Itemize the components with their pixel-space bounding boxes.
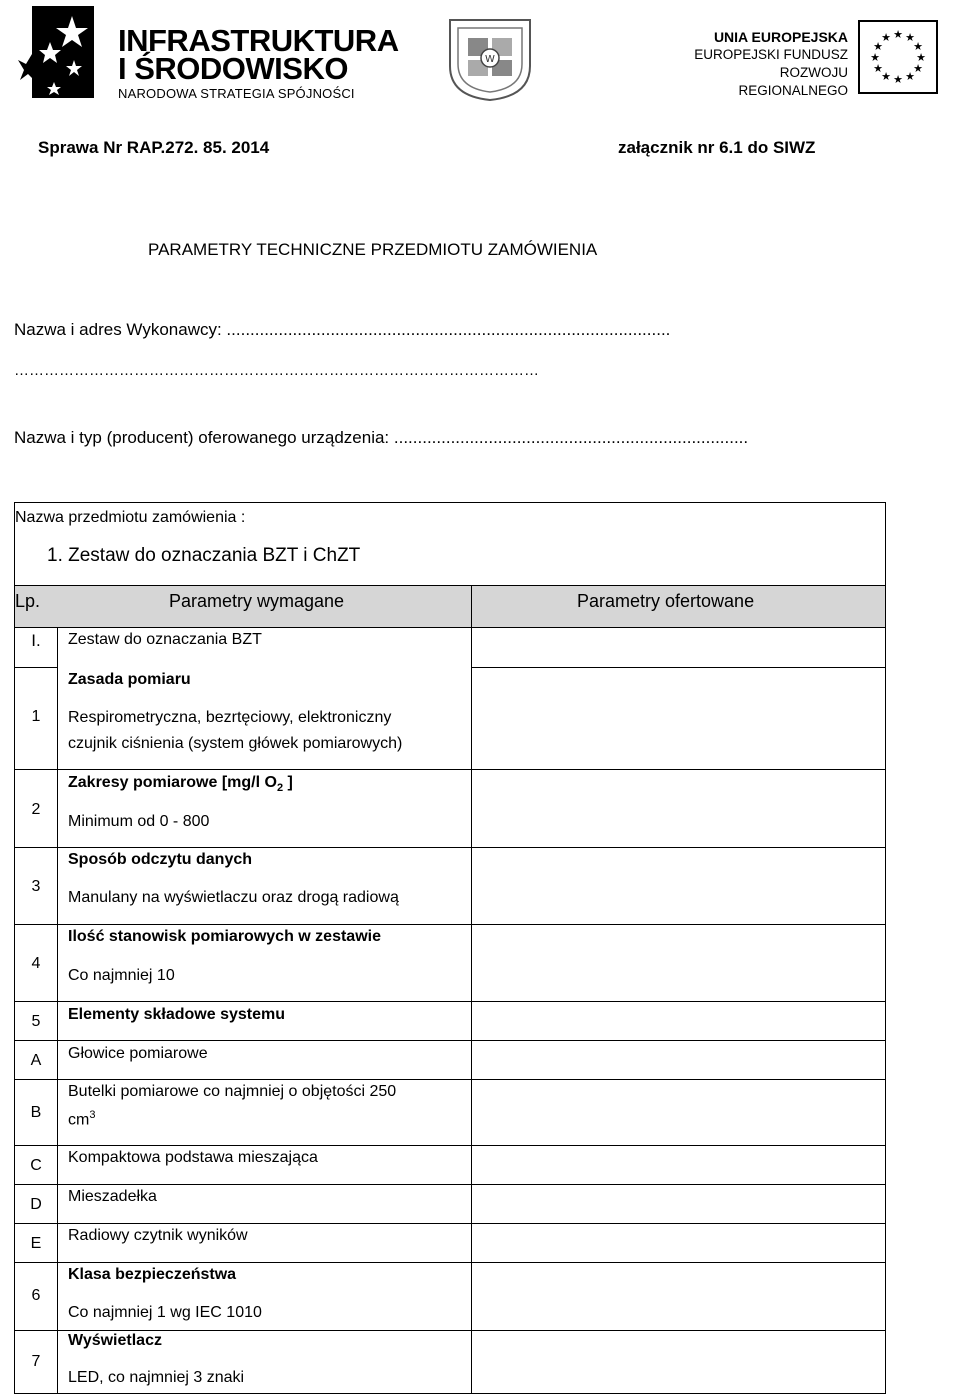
row-title: Elementy składowe systemu [68, 1006, 285, 1023]
eu-line2: EUROPEJSKI FUNDUSZ [694, 47, 848, 62]
table-header-bg [15, 585, 885, 627]
eu-flag-icon [858, 20, 938, 94]
contractor-label: Nazwa i adres Wykonawcy: [14, 320, 227, 339]
svg-text:★: ★ [881, 70, 891, 83]
section-title: Zestaw do oznaczania BZT [68, 631, 262, 648]
row-value-superscript: 3 [89, 1109, 96, 1121]
col-offered-header: Parametry ofertowane [577, 591, 755, 611]
row-value: Minimum od 0 - 800 [68, 813, 210, 830]
row-title: Ilość stanowisk pomiarowych w zestawie [68, 928, 381, 945]
eu-line3: ROZWOJU REGIONALNEGO [738, 65, 848, 98]
row-title-end: ] [283, 774, 293, 791]
row-title: Sposób odczytu danych [68, 851, 253, 868]
row-title: Klasa bezpieczeństwa [68, 1266, 237, 1283]
row-lp: 2 [31, 801, 41, 818]
svg-text:★: ★ [913, 40, 923, 53]
case-number: Sprawa Nr RAP.272. 85. 2014 [38, 138, 270, 157]
row-value: LED, co najmniej 3 znaki [68, 1369, 245, 1386]
row-lp: 1 [31, 708, 41, 725]
contractor-dots: .............................................................................................. [226, 320, 671, 339]
row-lp: 7 [31, 1353, 41, 1370]
row-title: Wyświetlacz [68, 1332, 162, 1349]
eu-line1: UNIA EUROPEJSKA [713, 29, 848, 45]
device-label: Nazwa i typ (producent) oferowanego urządzenia: [14, 428, 394, 447]
row-value: Co najmniej 1 wg IEC 1010 [68, 1304, 262, 1321]
subject-label: Nazwa przedmiotu zamówienia : [15, 509, 246, 526]
stars-emblem-icon [14, 2, 114, 102]
row-lp: D [30, 1196, 42, 1213]
page-title: PARAMETRY TECHNICZNE PRZEDMIOTU ZAMÓWIENIA [148, 240, 598, 259]
row-value: Głowice pomiarowe [68, 1045, 208, 1062]
spec-table [14, 502, 886, 1394]
col-required-header: Parametry wymagane [169, 591, 345, 611]
row-title-subscript: 2 [276, 782, 284, 795]
svg-text:★: ★ [905, 31, 915, 44]
device-field [14, 428, 748, 448]
row-value: Manulany na wyświetlaczu oraz drogą radiową [68, 889, 399, 906]
logo-title-line1: INFRASTRUKTURA [118, 23, 399, 58]
svg-text:★: ★ [913, 62, 923, 75]
svg-text:W: W [485, 54, 495, 65]
row-value: Respirometryczna, bezrtęciowy, elektroniczny [68, 709, 392, 726]
eu-text-logo [676, 28, 848, 100]
row-lp: 5 [31, 1013, 41, 1030]
university-seal-logo [446, 14, 534, 102]
svg-text:★: ★ [905, 70, 915, 83]
row-lp: 4 [31, 955, 41, 972]
row-value-line2 [68, 1109, 95, 1129]
row-lp: C [30, 1157, 42, 1174]
row-lp: 6 [31, 1287, 41, 1304]
section-lp: I. [31, 631, 41, 650]
row-lp: E [30, 1235, 42, 1252]
contractor-field [14, 320, 670, 340]
col-lp-header: Lp. [15, 591, 41, 611]
svg-text:★: ★ [881, 31, 891, 44]
row-title [68, 774, 293, 794]
contractor-dots-line2: …………………………………………………………………………………………… [14, 362, 539, 379]
row-value: Butelki pomiarowe co najmniej o objętości 250 [68, 1083, 397, 1100]
row-title: Zasada pomiaru [68, 671, 191, 688]
row-value: Co najmniej 10 [68, 967, 175, 984]
row-value: Kompaktowa podstawa mieszająca [68, 1149, 318, 1166]
svg-text:★: ★ [870, 51, 880, 64]
row-title-text: Zakresy pomiarowe [mg/l O [68, 774, 277, 791]
svg-text:★: ★ [873, 62, 883, 75]
subject-item: 1. Zestaw do oznaczania BZT i ChZT [47, 545, 361, 566]
logo-title-line2: I ŚRODOWISKO [118, 51, 348, 86]
device-dots: ........................................................................... [393, 428, 749, 447]
row-value-line2: czujnik ciśnienia (system główek pomiarowych) [68, 735, 403, 752]
svg-text:★: ★ [873, 40, 883, 53]
attachment-label: załącznik nr 6.1 do SIWZ [618, 138, 816, 157]
svg-text:★: ★ [893, 73, 903, 86]
row-lp: 3 [31, 878, 41, 895]
row-lp: B [30, 1104, 42, 1121]
svg-text:★: ★ [893, 28, 903, 41]
infrastruktura-srodowisko-logo [14, 2, 399, 102]
row-value: Mieszadełka [68, 1188, 157, 1205]
logo-subtitle: NARODOWA STRATEGIA SPÓJNOŚCI [118, 86, 355, 101]
row-lp: A [30, 1052, 42, 1069]
svg-text:★: ★ [916, 51, 926, 64]
university-seal-icon [446, 14, 534, 102]
row-value-unit: cm [68, 1111, 90, 1129]
row-value: Radiowy czytnik wyników [68, 1227, 248, 1244]
